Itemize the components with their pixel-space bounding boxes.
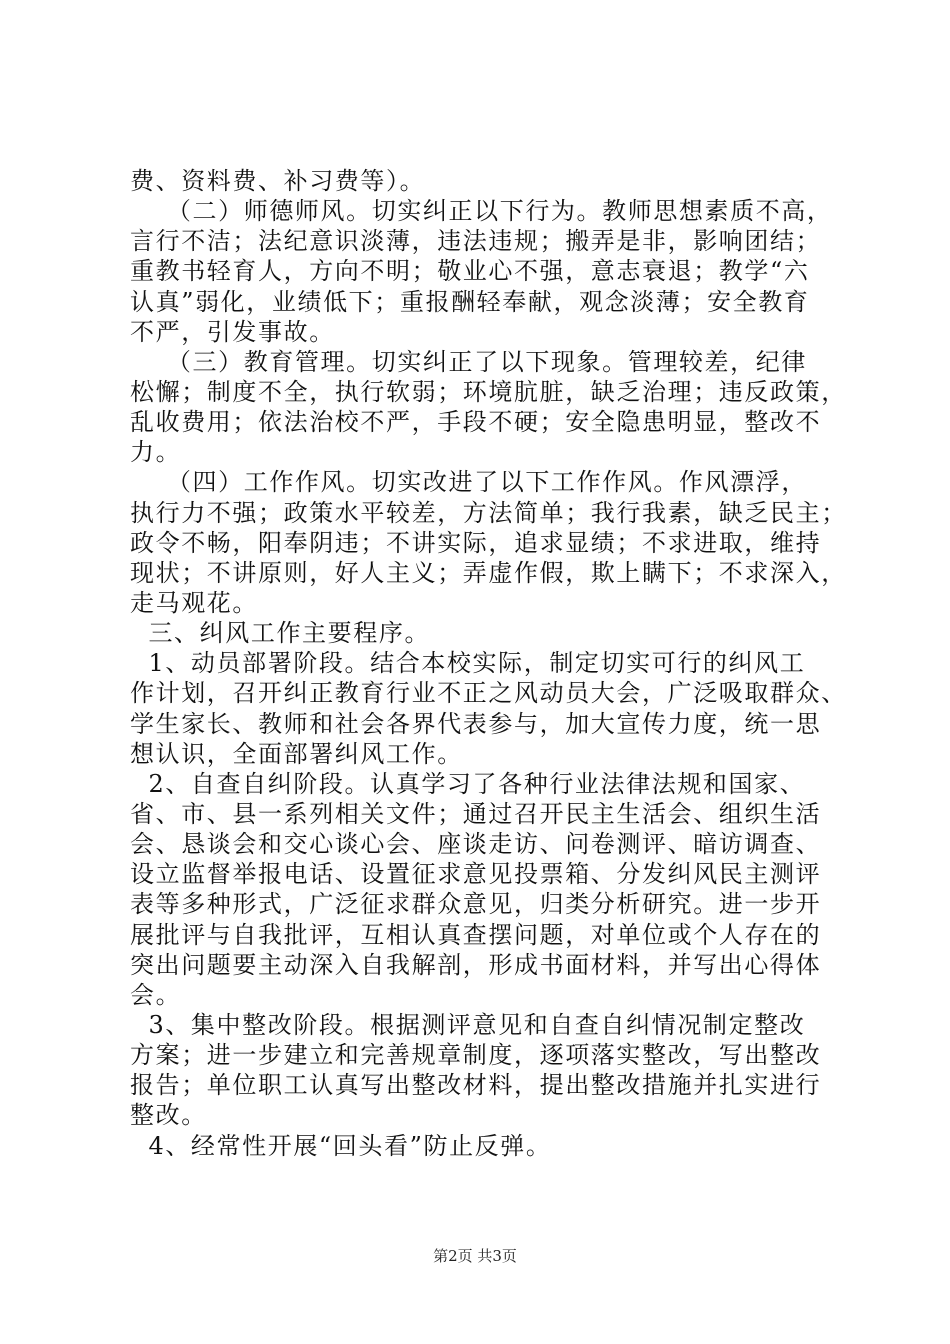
text-line: 省、市、县一系列相关文件；通过召开民主生活会、组织生活 — [130, 799, 822, 828]
text-line: （二）师德师风。切实纠正以下行为。教师思想素质不高， — [130, 197, 833, 226]
text-line: 学生家长、教师和社会各界代表参与，加大宣传力度，统一思 — [130, 709, 822, 738]
text-line: 重教书轻育人，方向不明；敬业心不强，意志衰退；教学“六 — [130, 257, 810, 286]
text-line: 展批评与自我批评，互相认真查摆问题，对单位或个人存在的 — [130, 920, 822, 949]
text-line: 乱收费用；依法治校不严，手段不硬；安全隐患明显，整改不 — [130, 408, 822, 437]
page-number-footer: 第2页 共3页 — [433, 1247, 517, 1265]
text-line: 作计划，召开纠正教育行业不正之风动员大会，广泛吸取群众、 — [130, 679, 847, 708]
text-line: 整改。 — [130, 1101, 207, 1130]
text-line: 3、集中整改阶段。根据测评意见和自查自纠情况制定整改 — [130, 1010, 806, 1039]
text-line: 言行不洁；法纪意识淡薄，违法违规；搬弄是非，影响团结； — [130, 227, 822, 256]
text-line: 政令不畅，阳奉阴违；不讲实际，追求显绩；不求进取，维持 — [130, 528, 822, 557]
text-line: 报告；单位职工认真写出整改材料，提出整改措施并扎实进行 — [130, 1071, 822, 1100]
text-line: 走马观花。 — [130, 588, 258, 617]
text-line: 执行力不强；政策水平较差，方法简单；我行我素，缺乏民主； — [130, 498, 847, 527]
text-line: 费、资料费、补习费等）。 — [130, 167, 426, 195]
text-line: 想认识，全面部署纠风工作。 — [130, 739, 463, 768]
text-line: 松懈；制度不全，执行软弱；环境肮脏，缺乏治理；违反政策， — [130, 377, 847, 406]
text-line: 现状；不讲原则，好人主义；弄虚作假，欺上瞒下；不求深入， — [130, 558, 847, 587]
text-line: 表等多种形式，广泛征求群众意见，归类分析研究。进一步开 — [130, 890, 822, 919]
text-line: （四）工作作风。切实改进了以下工作作风。作风漂浮， — [130, 468, 807, 497]
text-line: 方案；进一步建立和完善规章制度，逐项落实整改，写出整改 — [130, 1041, 822, 1070]
text-line: 1、动员部署阶段。结合本校实际，制定切实可行的纠风工 — [130, 649, 806, 678]
text-line: 2、自查自纠阶段。认真学习了各种行业法律法规和国家、 — [130, 769, 806, 798]
text-line: （三）教育管理。切实纠正了以下现象。管理较差，纪律 — [130, 347, 807, 376]
text-line: 不严，引发事故。 — [130, 317, 335, 346]
text-line: 会。 — [130, 980, 182, 1009]
text-line: 认真”弱化，业绩低下；重报酬轻奉献，观念淡薄；安全教育 — [130, 287, 810, 316]
text-line: 设立监督举报电话、设置征求意见投票箱、分发纠风民主测评 — [130, 860, 822, 889]
text-line: 4、经常性开展“回头看”防止反弹。 — [130, 1131, 552, 1160]
document-body — [130, 166, 847, 1161]
text-line: 会、恳谈会和交心谈心会、座谈走访、问卷测评、暗访调查、 — [130, 830, 822, 859]
text-line: 突出问题要主动深入自我解剖，形成书面材料，并写出心得体 — [130, 950, 822, 979]
text-line: 力。 — [130, 438, 182, 467]
text-line: 三、纠风工作主要程序。 — [130, 619, 431, 648]
